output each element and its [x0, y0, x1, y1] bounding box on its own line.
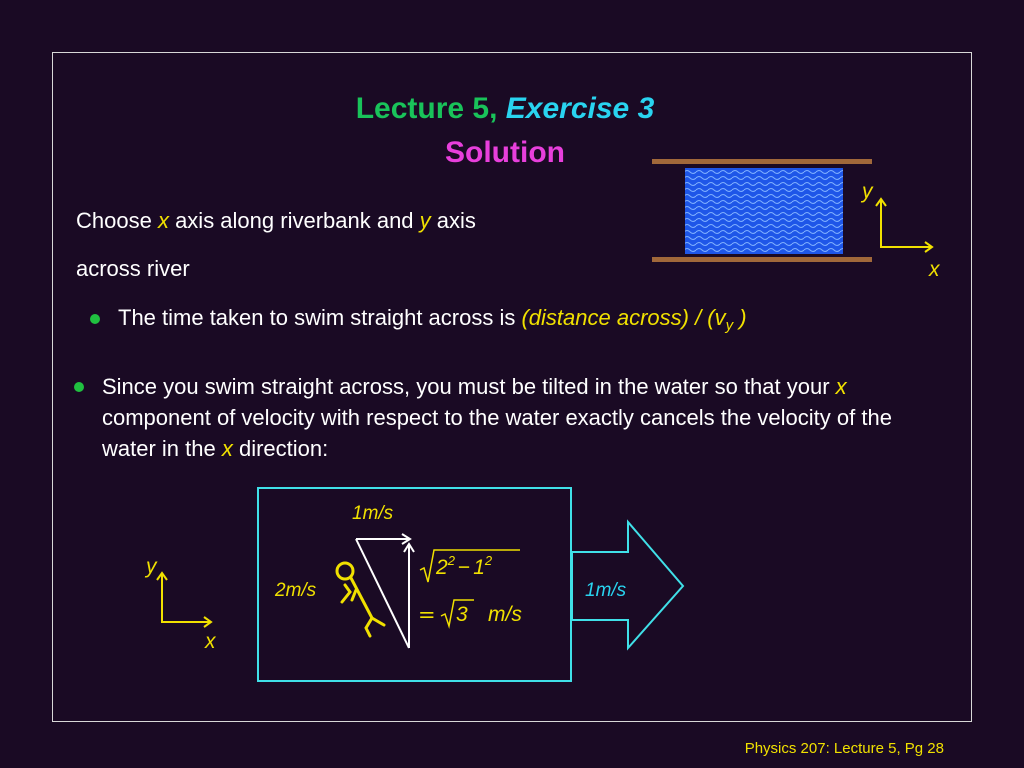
bullet-1-subscript: y: [725, 317, 734, 334]
equation-line-2: [418, 603, 522, 628]
title-exercise: Exercise 3: [505, 92, 655, 125]
axis-bottom-x-label: x: [205, 630, 216, 653]
swimmer-velocity-label: 2m/s: [275, 580, 317, 601]
axes-bottom: [157, 573, 211, 627]
eq2-value: 3: [456, 603, 468, 626]
axis-top-y-label: y: [862, 180, 873, 203]
eq1-base-a: 2: [436, 556, 448, 579]
bullet-2-part-a: Since you swim straight across, you must be tilted in the water so that your: [102, 374, 836, 399]
velocity-triangle: [356, 534, 414, 648]
river-bank-top: [652, 159, 872, 164]
eq1-minus: −: [457, 556, 471, 579]
title-lecture: Lecture 5,: [355, 92, 498, 125]
intro-text-b: axis along riverbank and: [168, 208, 420, 233]
slide-subtitle: Solution: [445, 136, 565, 169]
eq1-exp-a: 2: [447, 553, 455, 568]
bullet-1-plain: The time taken to swim straight across is: [118, 305, 522, 330]
bullet-2-x2: x: [221, 436, 233, 461]
slide-footer: Physics 207: Lecture 5, Pg 28: [744, 740, 944, 757]
bullet-2-part-c: direction:: [232, 436, 329, 461]
bullet-1-formula: (distance across) / (v: [521, 305, 726, 330]
axes-top: [876, 199, 932, 252]
eq2-unit: m/s: [488, 603, 522, 626]
intro-x: x: [157, 208, 169, 233]
eq2-equals: =: [418, 603, 436, 627]
bullet-1-close: ): [733, 305, 747, 330]
swimmer-figure: [337, 563, 384, 636]
river-bank-bottom: [652, 257, 872, 262]
axis-bottom-y-label: y: [146, 555, 157, 578]
river-illustration: [652, 159, 872, 262]
bullet-2-x1: x: [835, 374, 847, 399]
water-velocity-label: 1m/s: [585, 580, 627, 601]
intro-line-2: across river: [76, 256, 190, 281]
intro-text-a: Choose: [76, 208, 158, 233]
axis-top-x-label: x: [929, 258, 940, 281]
swimmer-velocity-vector: [356, 539, 409, 648]
bullet-2-part-b: component of velocity with respect to the water exactly cancels the velocity of the water in the: [102, 405, 892, 461]
top-velocity-label: 1m/s: [352, 503, 394, 524]
intro-text-c: axis: [430, 208, 476, 233]
equation-line-1: [436, 553, 493, 580]
river-water: [685, 168, 843, 254]
eq1-exp-b: 2: [484, 553, 493, 568]
eq1-base-b: 1: [473, 556, 485, 579]
intro-y: y: [419, 208, 431, 233]
